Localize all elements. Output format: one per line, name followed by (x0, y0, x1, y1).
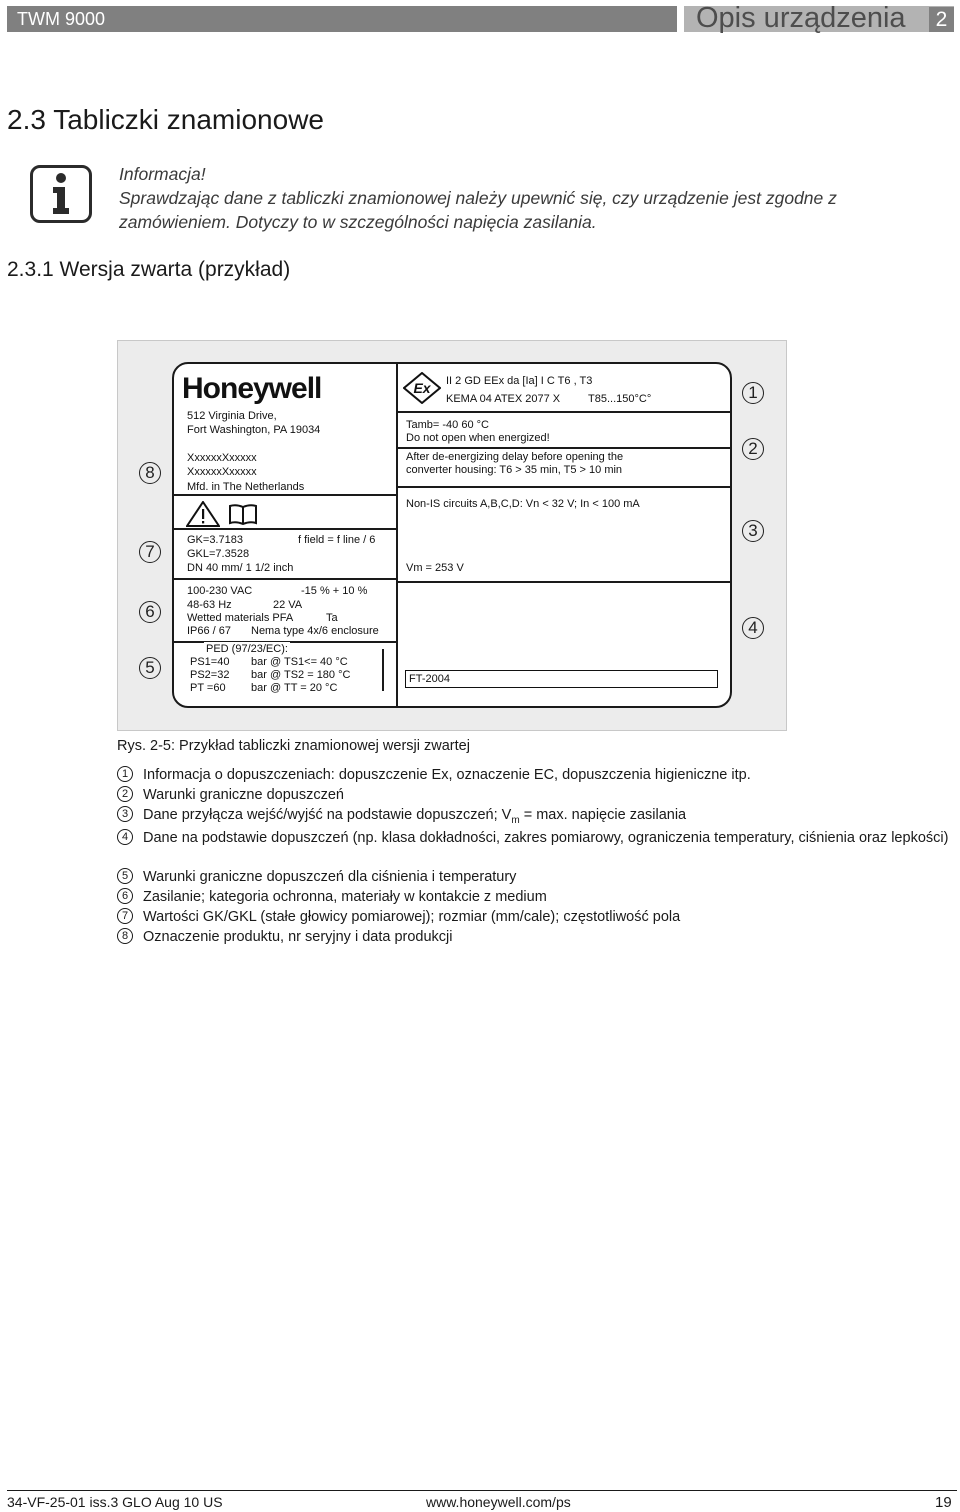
plate-bar3: bar @ TT = 20 °C (251, 682, 338, 694)
callout-3: 3 (742, 520, 764, 542)
plate-ft: FT-2004 (409, 673, 450, 685)
atex-ex-icon (403, 372, 441, 404)
plate-ex-code: II 2 GD EEx da [Ia] I C T6 , T3 (446, 375, 593, 387)
legend-item (117, 805, 957, 831)
legend-number: 2 (117, 786, 133, 802)
legend-number: 5 (117, 868, 133, 884)
info-icon (30, 165, 92, 223)
plate-bar1: bar @ TS1<= 40 °C (251, 656, 348, 668)
legend-subscript: m (511, 814, 520, 826)
plate-divider (174, 528, 396, 530)
plate-divider (398, 486, 730, 488)
plate-address2: Fort Washington, PA 19034 (187, 424, 321, 436)
legend-number: 3 (117, 806, 133, 822)
legend-item (117, 907, 957, 927)
honeywell-logo: Honeywell (182, 372, 322, 405)
plate-tolerance: -15 % + 10 % (301, 585, 368, 597)
legend-text: Informacja o dopuszczeniach: dopuszczenie Ex, oznaczenie EC, dopuszczenia higieniczne itp. (143, 767, 751, 783)
plate-divider (398, 581, 730, 583)
plate-vm: Vm = 253 V (406, 562, 464, 574)
plate-donot: Do not open when energized! (406, 432, 550, 444)
plate-divider (174, 578, 396, 580)
legend-item (117, 927, 957, 947)
plate-serial1: XxxxxxXxxxxx (187, 452, 257, 464)
header-product-bar (7, 6, 677, 32)
plate-kema: KEMA 04 ATEX 2077 X (446, 393, 561, 405)
plate-vac: 100-230 VAC (187, 585, 253, 597)
footer-page-number: 19 (935, 1494, 952, 1511)
plate-dn: DN 40 mm/ 1 1/2 inch (187, 562, 294, 574)
info-note (119, 162, 919, 234)
info-title: Informacja! (119, 164, 206, 184)
legend-item (117, 828, 957, 848)
section-heading: 2.3 Tabliczki znamionowe (7, 104, 324, 135)
legend-text-after: = max. napięcie zasilania (519, 807, 687, 823)
plate-divider (398, 447, 730, 449)
info-body: Sprawdzając dane z tabliczki znamionowej należy upewnić się, czy urządzenie jest zgodne z zamówieniem. Dotyczy to w szczególności napięcia zasilania. (119, 188, 837, 232)
plate-ip: IP66 / 67 (187, 625, 232, 637)
legend-text: Dane na podstawie dopuszczeń (np. klasa dokładności, zakres pomiarowy, ograniczenia temperatury, ciśnienia oraz lepkości) (143, 830, 949, 846)
legend-number: 6 (117, 888, 133, 904)
plate-tamb: Tamb= -40 60 °C (406, 419, 489, 431)
plate-address1: 512 Virginia Drive, (187, 410, 277, 422)
figure-caption: Rys. 2-5: Przykład tabliczki znamionowej wersji zwartej (117, 738, 470, 754)
plate-nonis: Non-IS circuits A,B,C,D: Vn < 32 V; In < 100 mA (406, 498, 640, 510)
footer-doc-id: 34-VF-25-01 iss.3 GLO Aug 10 US (7, 1494, 223, 1510)
callout-8: 8 (139, 462, 161, 484)
plate-ps2: PS2=32 (190, 669, 230, 681)
plate-bracket (382, 649, 384, 691)
warning-icon (186, 501, 220, 527)
footer-url[interactable]: www.honeywell.com/ps (426, 1494, 571, 1510)
legend-item (117, 765, 957, 785)
callout-1: 1 (742, 382, 764, 404)
plate-ffield: f field = f line / 6 (298, 534, 376, 546)
plate-after2: converter housing: T6 > 35 min, T5 > 10 min (406, 464, 623, 476)
atex-ex-label: Ex (413, 380, 431, 396)
plate-hz: 48-63 Hz (187, 599, 232, 611)
manual-icon (228, 503, 258, 525)
header-product-name: TWM 9000 (17, 9, 106, 29)
footer-rule (7, 1490, 957, 1491)
plate-nema: Nema type 4x/6 enclosure (251, 625, 379, 637)
plate-gkl: GKL=7.3528 (187, 548, 250, 560)
legend-number: 4 (117, 829, 133, 845)
legend-item (117, 867, 957, 887)
legend-item (117, 887, 957, 907)
callout-2: 2 (742, 438, 764, 460)
plate-divider (398, 411, 730, 413)
legend-text: Oznaczenie produktu, nr seryjny i data produkcji (143, 929, 453, 945)
legend-number: 8 (117, 928, 133, 944)
plate-ta: Ta (326, 612, 338, 624)
legend-number: 7 (117, 908, 133, 924)
header-title: Opis urządzenia (696, 2, 906, 34)
callout-4: 4 (742, 617, 764, 639)
plate-divider (174, 494, 396, 496)
plate-ps1: PS1=40 (190, 656, 230, 668)
legend-text: Dane przyłącza wejść/wyjść na podstawie dopuszczeń; V (143, 807, 512, 823)
plate-gk: GK=3.7183 (187, 534, 243, 546)
callout-5: 5 (139, 657, 161, 679)
legend-number: 1 (117, 766, 133, 782)
plate-ft-box (405, 670, 718, 688)
legend-item (117, 785, 957, 805)
legend-text: Zasilanie; kategoria ochronna, materiały w kontakcie z medium (143, 889, 547, 905)
plate-wetted: Wetted materials PFA (187, 612, 294, 624)
legend-text: Warunki graniczne dopuszczeń (143, 787, 344, 803)
callout-7: 7 (139, 541, 161, 563)
plate-bar2: bar @ TS2 = 180 °C (251, 669, 351, 681)
plate-after1: After de-energizing delay before opening the (406, 451, 624, 463)
plate-pt: PT =60 (190, 682, 226, 694)
plate-serial2: XxxxxxXxxxxx (187, 466, 257, 478)
legend-text: Warunki graniczne dopuszczeń dla ciśnienia i temperatury (143, 869, 517, 885)
legend-text: Wartości GK/GKL (stałe głowicy pomiarowej); rozmiar (mm/cale); częstotliwość pola (143, 909, 681, 925)
plate-va: 22 VA (273, 599, 303, 611)
plate-mfd: Mfd. in The Netherlands (187, 481, 305, 493)
legend-text-group (117, 805, 957, 831)
chapter-number: 2 (929, 7, 954, 32)
plate-t85: T85...150°C° (588, 393, 652, 405)
callout-6: 6 (139, 601, 161, 623)
plate-ped: PED (97/23/EC): (206, 643, 288, 655)
plate-divider-vertical (396, 364, 398, 707)
subsection-heading: 2.3.1 Wersja zwarta (przykład) (7, 258, 291, 281)
